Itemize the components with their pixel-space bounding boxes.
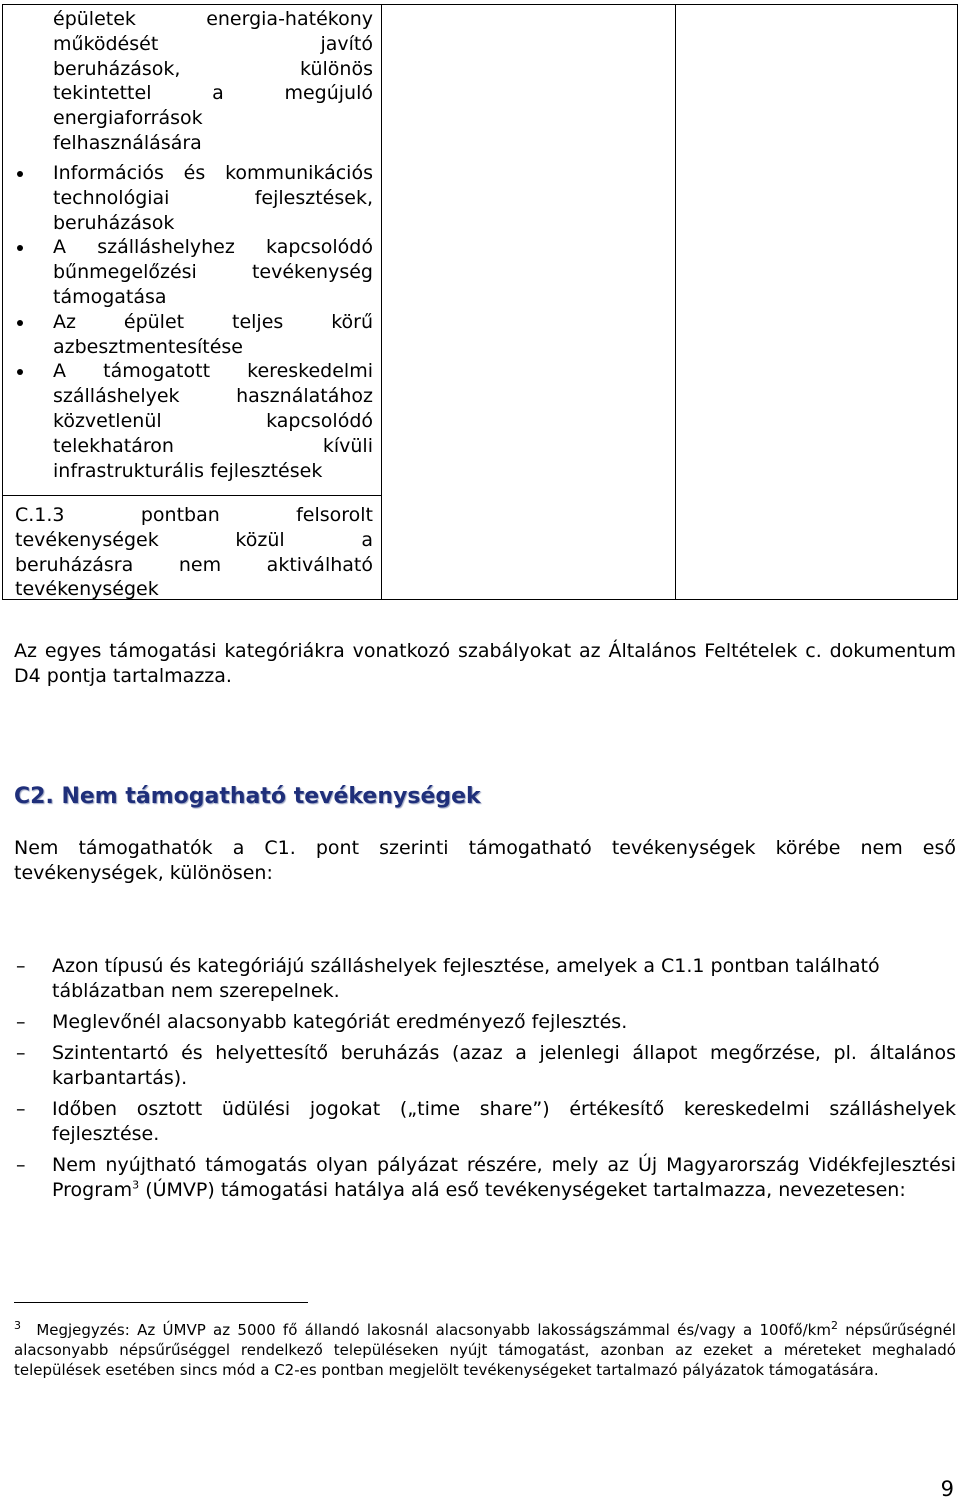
footnote-reference: 3 [132, 1178, 140, 1192]
table-row2-text: C.1.3 pontban felsorolt tevékenységek közül a beruházásra nem aktiválható tevékenységek [15, 504, 373, 601]
table-bullet-list [17, 161, 373, 483]
footnote: $^3$ Megjegyzés: Az ÚMVP az 5000 fő állandó lakosnál alacsonyabb lakosságszámmal és/vagy a $100fő/km^2$ népsűrűségnél alacsonyabb népsűrűséggel rendelkező településeken nyújt támogatást, azonban az ezeket a méreteket meghaladó települések esetében sincs mód a C2-es pontban megjelölt tevékenységeket tartalmazó pályázatok támogatására. [14, 1319, 956, 1379]
bullet-icon [17, 320, 23, 326]
dash-icon: – [16, 955, 26, 977]
footnote-marker: 3 [14, 1319, 21, 1332]
table-column-divider [675, 5, 676, 599]
footnote-divider [14, 1302, 308, 1303]
table-intro-text: épületek energia-hatékony működését javító beruházások, különös tekintettel a megújuló energiaforrások felhasználására [53, 8, 373, 154]
bullet-icon [17, 369, 23, 375]
table-row-divider [3, 495, 381, 496]
intro-paragraph: Nem támogathatók a C1. pont szerinti támogatható tevékenységek körébe nem eső tevékenységek, különösen: [14, 837, 956, 884]
dash-icon: – [16, 1098, 26, 1120]
activities-table [2, 4, 958, 600]
rules-paragraph: Az egyes támogatási kategóriákra vonatkozó szabályokat az Általános Feltételek c. dokumentum D4 pontja tartalmazza. [14, 640, 956, 687]
list-item: – Időben osztott üdülési jogokat („time share”) értékesítő kereskedelmi szálláshelyek fejlesztése. [16, 1098, 956, 1145]
list-item: A támogatott kereskedelmi szálláshelyek használatához közvetlenül kapcsolódó telekhatáron kívüli infrastrukturális fejlesztések [17, 359, 373, 483]
dash-icon: – [16, 1042, 26, 1064]
page-number: 9 [940, 1477, 954, 1501]
list-item: – Meglevőnél alacsonyabb kategóriát eredményező fejlesztés. [16, 1011, 628, 1033]
bullet-icon [17, 245, 23, 251]
list-item: – Nem nyújtható támogatás olyan pályázat részére, mely az Új Magyarország Vidékfejlesztési Program$^3$ (ÚMVP) támogatási hatálya alá eső tevékenységeket tartalmazza, nevezetesen: [16, 1154, 956, 1201]
dash-icon: – [16, 1154, 26, 1176]
excluded-activities-list [14, 954, 956, 1209]
list-item: – Azon típusú és kategóriájú szálláshelyek fejlesztése, amelyek a C1.1 pontban található táblázatban nem szerepelnek. [16, 955, 880, 1002]
list-item: Információs és kommunikációs technológiai fejlesztések, beruházások [17, 161, 373, 235]
dash-icon: – [16, 1011, 26, 1033]
list-item: A szálláshelyhez kapcsolódó bűnmegelőzési tevékenység támogatása [17, 235, 373, 309]
list-item: Az épület teljes körű azbesztmentesítése [17, 310, 373, 360]
bullet-icon [17, 171, 23, 177]
list-item: – Szintentartó és helyettesítő beruházás (azaz a jelenlegi állapot megőrzése, pl. általános karbantartás). [16, 1042, 956, 1089]
section-heading: C2. Nem támogatható tevékenységek [14, 784, 481, 809]
table-column-divider [381, 5, 382, 599]
